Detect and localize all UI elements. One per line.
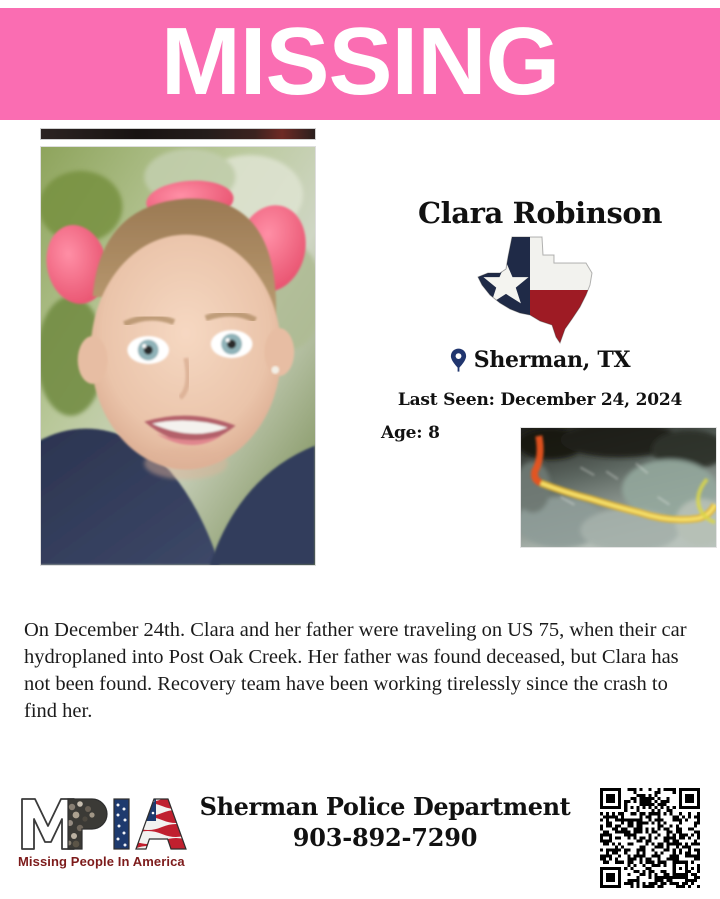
mpia-letters-icon	[18, 795, 198, 853]
mpia-logo	[18, 795, 208, 877]
city-label: Sherman, TX	[473, 347, 631, 373]
last-seen-label: Last Seen: December 24, 2024	[397, 390, 683, 410]
qr-code-svg[interactable]	[600, 788, 700, 888]
missing-banner	[0, 8, 720, 120]
photo-illustration	[41, 147, 315, 565]
qr-code[interactable]	[600, 788, 700, 888]
banner-title: MISSING	[160, 8, 560, 115]
search-area-map	[520, 427, 717, 548]
location-row	[360, 348, 720, 372]
mpia-tagline: Missing People In America	[18, 854, 185, 869]
texas-flag-map-icon	[468, 233, 603, 348]
agency-phone[interactable]: 903-892-7290	[292, 823, 478, 852]
location-pin-icon	[450, 348, 467, 372]
map-illustration	[521, 428, 716, 547]
missing-person-photo	[40, 146, 316, 566]
age-label: Age: 8	[381, 423, 440, 443]
texas-shape-svg	[468, 233, 603, 348]
person-name: Clara Robinson	[417, 196, 663, 230]
case-description: On December 24th. Clara and her father were traveling on US 75, when their car hydroplaned into Post Oak Creek. Her father was found deceased, but Clara has not been found. Recovery team have been working tirelessly since the crash to find her.	[24, 618, 687, 722]
agency-contact	[190, 792, 580, 854]
agency-name: Sherman Police Department	[199, 792, 571, 821]
photo-top-strip	[40, 128, 316, 140]
